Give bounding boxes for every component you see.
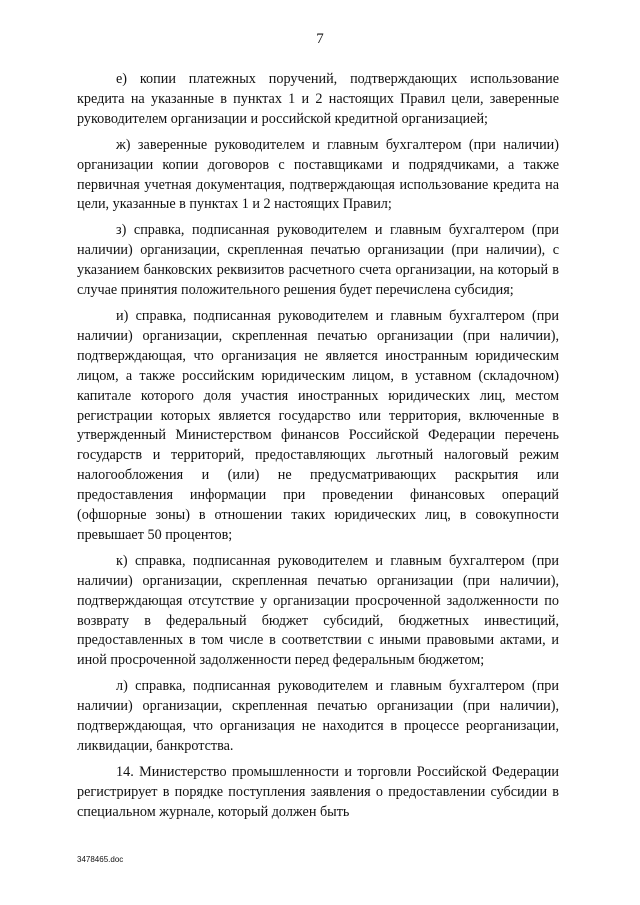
- paragraph-zh: ж) заверенные руководителем и главным бухгалтером (при наличии) организации копии договоров с поставщиками и подрядчиками, а также первичная учетная документация, подтверждающая использование кредита на цели, указанные в пунктах 1 и 2 настоящих Правил;: [77, 136, 559, 213]
- paragraph-l: л) справка, подписанная руководителем и главным бухгалтером (при наличии) организации, скрепленная печатью организации (при наличии), подтверждающая, что организация не находится в процессе реорганизации, ликвидации, банкротства.: [77, 678, 559, 754]
- document-filename: 3478465.doc: [77, 855, 124, 864]
- page-number: 7: [316, 31, 324, 47]
- body-text: [77, 70, 559, 829]
- paragraph-i: и) справка, подписанная руководителем и главным бухгалтером (при наличии) организации, скрепленная печатью организации (при наличии), подтверждающая, что организация не является иностранным юридическим лицом, а также российским юридическим лицом, в уставном (складочном) капитале которого доля участия иностранных юридических лиц, местом регистрации которых является государство или территория, включенные в утвержденный Министерством финансов Российской Федерации перечень государств и территорий, предоставляющих льготный налоговый режим налогообложения и (или) не предусматривающих раскрытия или предоставления информации при проведении финансовых операций (офшорные зоны) в отношении таких юридических лиц, в совокупности превышает 50 процентов;: [77, 307, 559, 543]
- paragraph-e: е) копии платежных поручений, подтверждающих использование кредита на указанные в пунктах 1 и 2 настоящих Правил цели, заверенные руководителем организации и российской кредитной организацией;: [77, 71, 559, 127]
- paragraph-14: 14. Министерство промышленности и торговли Российской Федерации регистрирует в порядке поступления заявления о предоставлении субсидии в специальном журнале, который должен быть: [77, 763, 559, 820]
- paragraph-z: з) справка, подписанная руководителем и главным бухгалтером (при наличии) организации, скрепленная печатью организации (при наличии), с указанием банковских реквизитов расчетного счета организации, на который в случае принятия положительного решения будет перечислена субсидия;: [77, 222, 559, 299]
- paragraph-k: к) справка, подписанная руководителем и главным бухгалтером (при наличии) организации, скрепленная печатью организации (при наличии), подтверждающая отсутствие у организации просроченной задолженности по возврату в федеральный бюджет субсидий, бюджетных инвестиций, предоставленных в том числе в соответствии с иными правовыми актами, и иной просроченной задолженности перед федеральным бюджетом;: [77, 552, 559, 669]
